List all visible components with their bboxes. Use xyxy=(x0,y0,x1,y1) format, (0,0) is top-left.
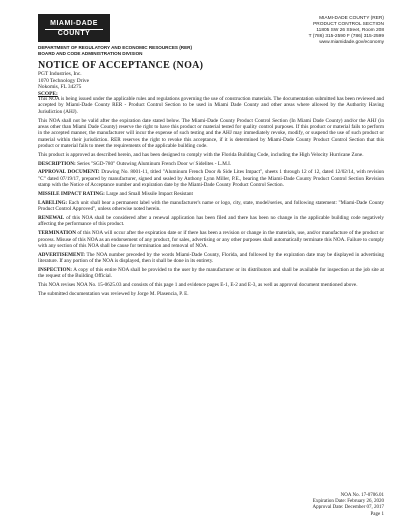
paragraph-text: This NOA revises NOA No. 15-0625.03 and consists of this page 1 and evidence pages E-1, E-2 and E-3, as well as approval document mentioned above. xyxy=(38,282,358,289)
paragraph-label: LABELING: xyxy=(38,199,68,206)
notice-paragraph xyxy=(38,161,384,167)
noa-number: NOA No. 17-0706.01 xyxy=(340,492,384,498)
notice-paragraph xyxy=(38,215,384,228)
department-name xyxy=(38,45,248,56)
paragraph-text: Each unit shall bear a permanent label with the manufacturer's name or logo, city, state, model/series, and following statement: "Miami-Dade County Product Control Approved", unless otherwise noted herein. xyxy=(38,199,384,213)
paragraph-label: TERMINATION xyxy=(38,230,76,237)
paragraph-text: of this NOA will occur after the expiration date or if there has been a revision or change in the materials, use, and/or manufacture of the product or process. Misuse of this NOA as an endorsement of any product, for sales, advertising or any other purposes shall automatically terminate this NOA. Failure to comply with any section of this NOA shall be cause for termination and removal of NOA. xyxy=(38,230,385,249)
paragraph-label: APPROVAL DOCUMENT: xyxy=(38,169,100,176)
notice-paragraph xyxy=(38,191,384,197)
notice-paragraph xyxy=(38,282,384,288)
notice-paragraph xyxy=(38,200,384,213)
page-number: Page 1 xyxy=(370,511,384,517)
notice-paragraph xyxy=(38,118,384,150)
notice-paragraph xyxy=(38,230,384,249)
applicant-block xyxy=(38,71,89,97)
scope-heading: SCOPE: xyxy=(38,90,58,97)
paragraph-text: Large and Small Missile Impact Resistant xyxy=(106,190,193,197)
notice-paragraph xyxy=(38,96,384,115)
notice-paragraph xyxy=(38,252,384,265)
office-address xyxy=(266,16,384,46)
address-line: www.miamidade.gov/economy xyxy=(319,40,384,45)
paragraph-text: A copy of this entire NOA shall be provided to the user by the manufacturer or its distributors and shall be available for inspection at the job site at the request of the Building Official. xyxy=(38,266,384,280)
paragraph-text: This NOA shall not be valid after the expiration date stated below. The Miami-Dade County Product Control Section (In Miami Dade County) and/or the AHJ (in areas other than Miami Dade County) reserve the right to have this product or material tested for quality control purposes. If this product or material fails to perform in the accepted manner, the manufacturer will incur the expense of such testing and the AHJ may immediately revoke, modify, or suspend the use of such product or material within their jurisdiction. RER reserves the right to revoke this acceptance, if it is determined by Miami-Dade County Product Control Section that this product or material fails to meet the requirements of the applicable building code. xyxy=(38,117,384,149)
dept-line: DEPARTMENT OF REGULATORY AND ECONOMIC RESOURCES (RER) xyxy=(38,45,192,50)
address-line: 11805 SW 26 Street, Room 208 xyxy=(316,28,384,33)
letterhead xyxy=(38,14,384,97)
paragraph-text: This NOA is being issued under the applicable rules and regulations governing the use of construction materials. The documentation submitted has been reviewed and accepted by Miami-Dade County RER - Product Control Section to be used in Miami Dade County and other areas where allowed by the Authority Having Jurisdiction (AHJ). xyxy=(38,96,384,115)
paragraph-text: The NOA number preceded by the words Miami-Dade County, Florida, and followed by the expiration date may be displayed in advertising literature. If any portion of the NOA is displayed, then it shall be done in its entirety. xyxy=(38,251,384,265)
notice-paragraph xyxy=(38,291,384,297)
logo-subtext: COUNTY xyxy=(57,29,91,37)
paragraph-label: ADVERTISEMENT: xyxy=(38,251,85,258)
notice-body xyxy=(38,96,384,300)
paragraph-text: This product is approved as described herein, and has been designed to comply with the Florida Building Code, including the High Velocity Hurricane Zone. xyxy=(38,151,364,158)
address-line: T (786) 315-2590 F (786) 315-2599 xyxy=(308,34,384,39)
approval-date: Approval Date: December 07, 2017 xyxy=(312,505,384,511)
paragraph-text: Series "SGD-780" Outswing Aluminum French Door w/ Sidelites - L.M.I. xyxy=(77,160,232,167)
notice-paragraph xyxy=(38,267,384,280)
applicant-line: 1070 Technology Drive xyxy=(38,77,90,84)
paragraph-label: RENEWAL xyxy=(38,215,65,221)
expiration-date: Expiration Date: February 26, 2020 xyxy=(312,499,384,505)
notice-footer xyxy=(312,493,384,518)
notice-paragraph xyxy=(38,152,384,158)
paragraph-label: MISSILE IMPACT RATING: xyxy=(38,190,105,197)
notice-paragraph xyxy=(38,169,384,188)
dept-line: BOARD AND CODE ADMINISTRATION DIVISION xyxy=(38,50,143,56)
logo-text: MIAMI-DADE xyxy=(50,19,98,27)
paragraph-text: Drawing No. 8001-11, titled "Aluminum French Door & Side Lites Impact", sheets 1 through 12 of 12, dated 12/02/14, with revision "C" dated 07/19/17, prepared by manufacturer, signed and sealed by Anthony Lynn Miller, P.E., bearing the Miami-Dade County Product Control Section Revision stamp with the Notice of Acceptance number and expiration date by the Miami-Dade County Product Control Section. xyxy=(38,169,384,189)
paragraph-label: INSPECTION: xyxy=(38,266,73,273)
address-line: PRODUCT CONTROL SECTION xyxy=(313,22,384,27)
applicant-line: PGT Industries, Inc. xyxy=(38,71,82,77)
paragraph-text: The submitted documentation was reviewed by Jorge M. Plasencia, P. E. xyxy=(38,290,189,297)
paragraph-label: DESCRIPTION: xyxy=(38,160,76,167)
address-line: MIAMI-DADE COUNTY (RER) xyxy=(319,16,384,21)
applicant-line: Nokomis, FL 34275 xyxy=(38,84,82,91)
county-logo xyxy=(38,14,110,42)
document-title: NOTICE OF ACCEPTANCE (NOA) xyxy=(38,60,204,71)
paragraph-text: of this NOA shall be considered after a renewal application has been filed and there has been no change in the applicable building code negatively affecting the performance of this product. xyxy=(38,215,385,228)
